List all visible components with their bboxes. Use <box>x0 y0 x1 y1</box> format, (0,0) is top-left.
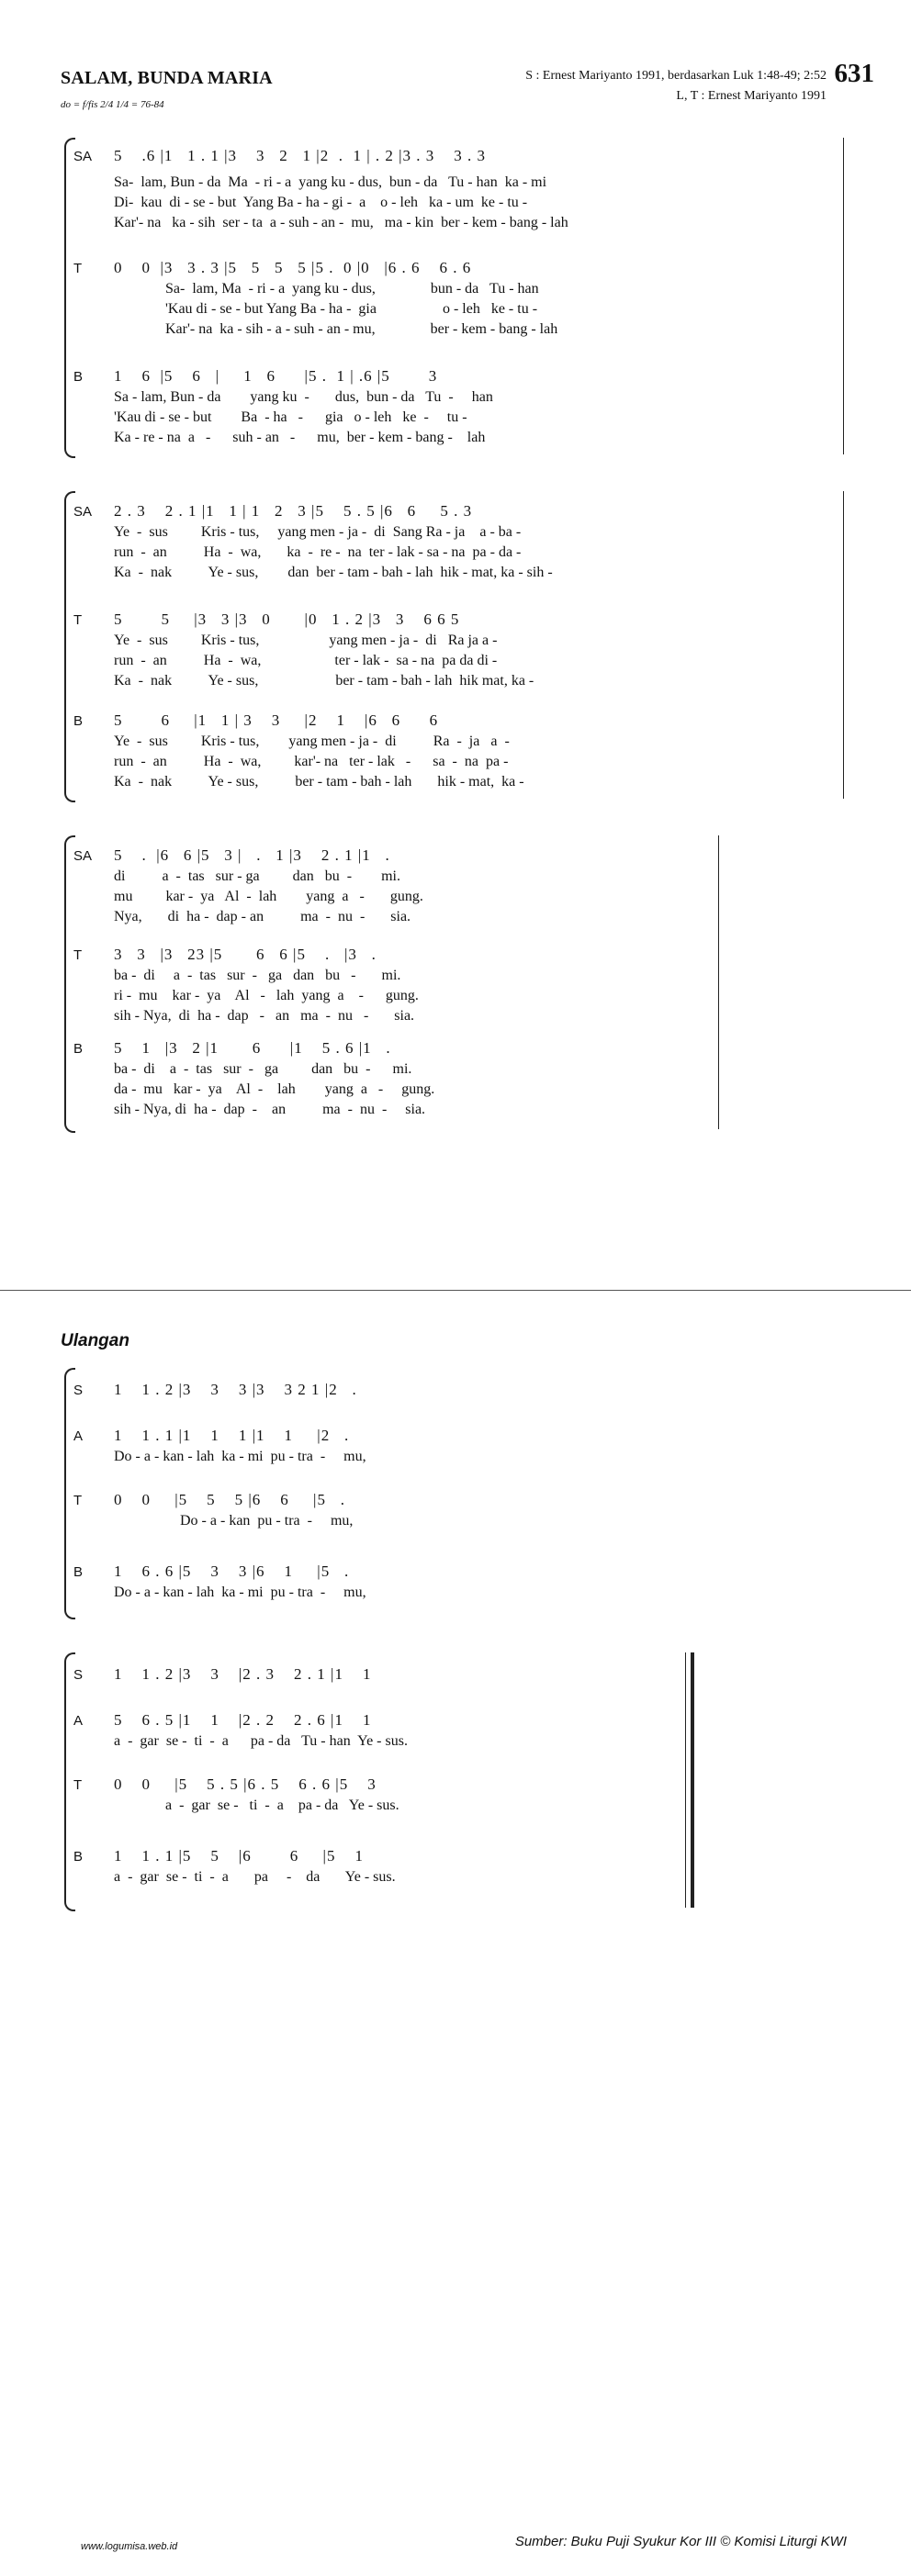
lyric-verse-3: sih - Nya, di ha - dap - an ma - nu - sia. <box>114 1008 415 1024</box>
voice-label: T <box>73 261 83 276</box>
lyric-verse-1: Ye - sus Kris - tus, yang men - ja - di Sang Ra - ja a - ba - <box>114 524 522 540</box>
note-line: 1 1 . 2 |3 3 |2 . 3 2 . 1 |1 1 <box>114 1665 372 1683</box>
note-line: 5 6 |1 1 | 3 3 |2 1 |6 6 6 <box>114 711 439 729</box>
note-line: 0 0 |3 3 . 3 |5 5 5 5 |5 . 0 |0 |6 . 6 6 . 6 <box>114 259 472 276</box>
voice-label: B <box>73 713 84 729</box>
lyric-verse-3: Ka - nak Ye - sus, ber - tam - bah - lah hik - mat, ka - <box>114 774 524 790</box>
note-line: 0 0 |5 5 . 5 |6 . 5 6 . 6 |5 3 <box>114 1775 377 1793</box>
lyric-line: Do - a - kan - lah ka - mi pu - tra - mu, <box>114 1449 366 1464</box>
voice-label: B <box>73 1849 84 1865</box>
lyric-verse-1: Ye - sus Kris - tus, yang men - ja - di Ra ja a - <box>114 633 498 648</box>
note-line: 1 1 . 1 |5 5 |6 6 |5 1 <box>114 1847 364 1865</box>
credits <box>395 66 827 106</box>
note-line: 5 6 . 5 |1 1 |2 . 2 2 . 6 |1 1 <box>114 1711 372 1729</box>
lyric-verse-1: ba - di a - tas sur - ga dan bu - mi. <box>114 968 401 983</box>
lyric-line: Do - a - kan - lah ka - mi pu - tra - mu, <box>114 1585 366 1600</box>
lyric-verse-3: Ka - re - na a - suh - an - mu, ber - kem - bang - lah <box>114 430 486 445</box>
lyric-verse-2: Di- kau di - se - but Yang Ba - ha - gi - a o - leh ka - um ke - tu - <box>114 195 528 210</box>
lyric-verse-3: sih - Nya, di ha - dap - an ma - nu - sia. <box>114 1102 426 1117</box>
lyric-verse-1: ba - di a - tas sur - ga dan bu - mi. <box>114 1061 412 1077</box>
website-link[interactable]: www.logumisa.web.id <box>81 2541 178 2552</box>
lyric-verse-1: di a - tas sur - ga dan bu - mi. <box>114 868 400 884</box>
note-line: 1 1 . 1 |1 1 1 |1 1 |2 . <box>114 1427 350 1444</box>
system-end-barline <box>843 491 844 799</box>
lyric-verse-1: Sa- lam, Bun - da Ma - ri - a yang ku - dus, bun - da Tu - han ka - mi <box>114 174 547 190</box>
final-barline-thin <box>685 1652 686 1908</box>
lyric-verse-1: Sa- lam, Ma - ri - a yang ku - dus, bun - da Tu - han <box>114 281 539 297</box>
note-line: 5 .6 |1 1 . 1 |3 3 2 1 |2 . 1 | . 2 |3 . 3 3 . 3 <box>114 147 487 164</box>
voice-label: T <box>73 1777 83 1793</box>
lyric-verse-2: 'Kau di - se - but Yang Ba - ha - gia o - leh ke - tu - <box>114 301 538 317</box>
note-line: 5 5 |3 3 |3 0 |0 1 . 2 |3 3 6 6 5 <box>114 610 460 628</box>
note-line: 0 0 |5 5 5 |6 6 |5 . <box>114 1491 345 1508</box>
credit-author: L, T : Ernest Mariyanto 1991 <box>676 89 827 103</box>
system-bracket <box>64 491 75 802</box>
score-system-1 <box>64 138 845 454</box>
voice-label: B <box>73 1041 84 1057</box>
voice-label: SA <box>73 848 93 864</box>
voice-label: T <box>73 612 83 628</box>
note-line: 2 . 3 2 . 1 |1 1 | 1 2 3 |5 5 . 5 |6 6 5 . 3 <box>114 502 473 520</box>
lyric-verse-2: ri - mu kar - ya Al - lah yang a - gung. <box>114 988 419 1003</box>
lyric-verse-3: Nya, di ha - dap - an ma - nu - sia. <box>114 909 411 924</box>
reprise-heading: Ulangan <box>61 1331 129 1350</box>
lyric-verse-3: Kar'- na ka - sih - a - suh - an - mu, ber - kem - bang - lah <box>114 321 558 337</box>
voice-label: S <box>73 1667 84 1683</box>
lyric-verse-2: run - an Ha - wa, ter - lak - sa - na pa da di - <box>114 653 498 668</box>
system-bracket <box>64 835 75 1133</box>
voice-label: T <box>73 1493 83 1508</box>
lyric-verse-2: 'Kau di - se - but Ba - ha - gia o - leh ke - tu - <box>114 409 467 425</box>
song-title: SALAM, BUNDA MARIA <box>61 68 273 88</box>
lyric-verse-3: Kar'- na ka - sih ser - ta a - suh - an - mu, ma - kin ber - kem - bang - lah <box>114 215 568 230</box>
voice-label: A <box>73 1428 84 1444</box>
score-system-3 <box>64 835 845 1129</box>
lyric-verse-2: da - mu kar - ya Al - lah yang a - gung. <box>114 1081 435 1097</box>
lyric-verse-1: Sa - lam, Bun - da yang ku - dus, bun - da Tu - han <box>114 389 493 405</box>
voice-label: S <box>73 1383 84 1398</box>
voice-label: SA <box>73 504 93 520</box>
note-line: 5 . |6 6 |5 3 | . 1 |3 2 . 1 |1 . <box>114 846 390 864</box>
lyric-verse-3: Ka - nak Ye - sus, ber - tam - bah - lah hik mat, ka - <box>114 673 534 689</box>
lyric-line: Do - a - kan pu - tra - mu, <box>114 1513 354 1529</box>
lyric-verse-2: run - an Ha - wa, kar'- na ter - lak - sa - na pa - <box>114 754 509 769</box>
credit-source: S : Ernest Mariyanto 1991, berdasarkan Luk 1:48-49; 2:52 <box>525 69 827 83</box>
lyric-verse-2: run - an Ha - wa, ka - re - na ter - lak - sa - na pa - da - <box>114 544 522 560</box>
voice-label: A <box>73 1713 84 1729</box>
note-line: 1 6 |5 6 | 1 6 |5 . 1 | .6 |5 3 <box>114 367 438 385</box>
final-barline-thick <box>691 1652 694 1908</box>
lyric-verse-3: Ka - nak Ye - sus, dan ber - tam - bah - lah hik - mat, ka - sih - <box>114 565 553 580</box>
lyric-verse-1: Ye - sus Kris - tus, yang men - ja - di Ra - ja a - <box>114 734 510 749</box>
note-line: 1 6 . 6 |5 3 3 |6 1 |5 . <box>114 1562 350 1580</box>
note-line: 3 3 |3 23 |5 6 6 |5 . |3 . <box>114 946 377 963</box>
voice-label: B <box>73 369 84 385</box>
note-line: 1 1 . 2 |3 3 3 |3 3 2 1 |2 . <box>114 1381 357 1398</box>
voice-label: SA <box>73 149 93 164</box>
note-line: 5 1 |3 2 |1 6 |1 5 . 6 |1 . <box>114 1039 391 1057</box>
voice-label: B <box>73 1564 84 1580</box>
voice-label: T <box>73 947 83 963</box>
source-credit: Sumber: Buku Puji Syukur Kor III © Komisi Liturgi KWI <box>514 2534 847 2549</box>
score-system-4 <box>64 1368 845 1616</box>
system-end-barline <box>843 138 844 454</box>
score-system-2 <box>64 491 845 799</box>
lyric-line: a - gar se - ti - a pa - da Tu - han Ye - sus. <box>114 1733 408 1749</box>
lyric-line: a - gar se - ti - a pa - da Ye - sus. <box>114 1869 396 1885</box>
lyric-line: a - gar se - ti - a pa - da Ye - sus. <box>114 1798 399 1813</box>
lyric-verse-2: mu kar - ya Al - lah yang a - gung. <box>114 889 423 904</box>
system-bracket <box>64 138 75 458</box>
tempo-marking: do = f/fis 2/4 1/4 = 76-84 <box>61 99 164 110</box>
score-system-5 <box>64 1652 845 1908</box>
song-number: 631 <box>834 59 874 88</box>
system-end-barline <box>718 835 719 1129</box>
section-divider <box>0 1290 911 1291</box>
